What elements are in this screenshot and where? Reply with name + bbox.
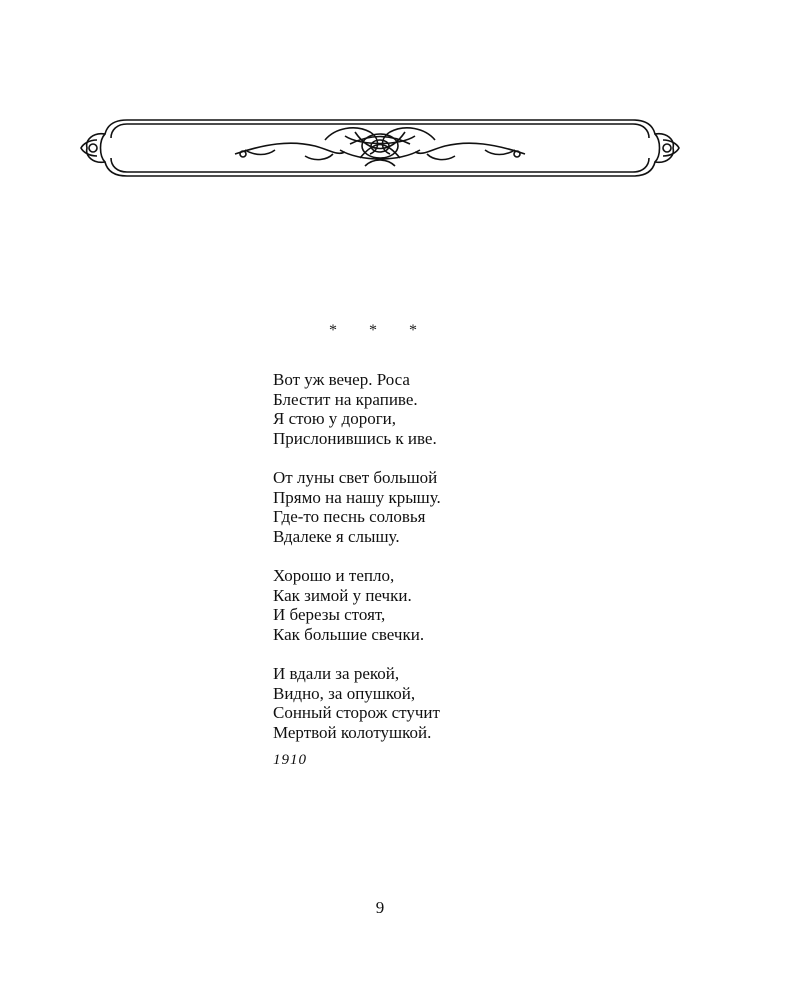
poem-line: Мертвой колотушкой. bbox=[273, 722, 432, 742]
poem-date: 1910 bbox=[273, 752, 307, 768]
poem-line: Я стою у дороги, bbox=[273, 409, 397, 428]
stanza bbox=[273, 468, 673, 546]
poem-line: Хорошо и тепло, bbox=[273, 566, 395, 585]
poem-line: Сонный сторож стучит bbox=[273, 703, 440, 722]
poem-line: Блестит на крапиве. bbox=[273, 389, 418, 409]
stanza bbox=[273, 664, 673, 742]
stanza bbox=[273, 566, 673, 644]
poem-body bbox=[273, 370, 673, 762]
poem-line: И березы стоят, bbox=[273, 605, 386, 624]
poem-line: От луны свет большой bbox=[273, 468, 438, 487]
decorative-banner-icon bbox=[75, 110, 685, 190]
poem-line: Вот уж вечер. Роса bbox=[273, 370, 410, 389]
poem-line: Как большие свечки. bbox=[273, 624, 425, 644]
poem-line: Вдалеке я слышу. bbox=[273, 526, 400, 546]
poem-line: И вдали за рекой, bbox=[273, 664, 400, 683]
poem-line: Прямо на нашу крышу. bbox=[273, 487, 441, 507]
poem-line: Прислонившись к иве. bbox=[273, 428, 437, 448]
stanza bbox=[273, 370, 673, 448]
page-number: 9 bbox=[375, 898, 385, 917]
poem-line: Где-то песнь соловья bbox=[273, 507, 426, 526]
poem-line: Как зимой у печки. bbox=[273, 585, 412, 605]
asterism-divider: * * * bbox=[329, 322, 431, 339]
poem-line: Видно, за опушкой, bbox=[273, 683, 416, 703]
